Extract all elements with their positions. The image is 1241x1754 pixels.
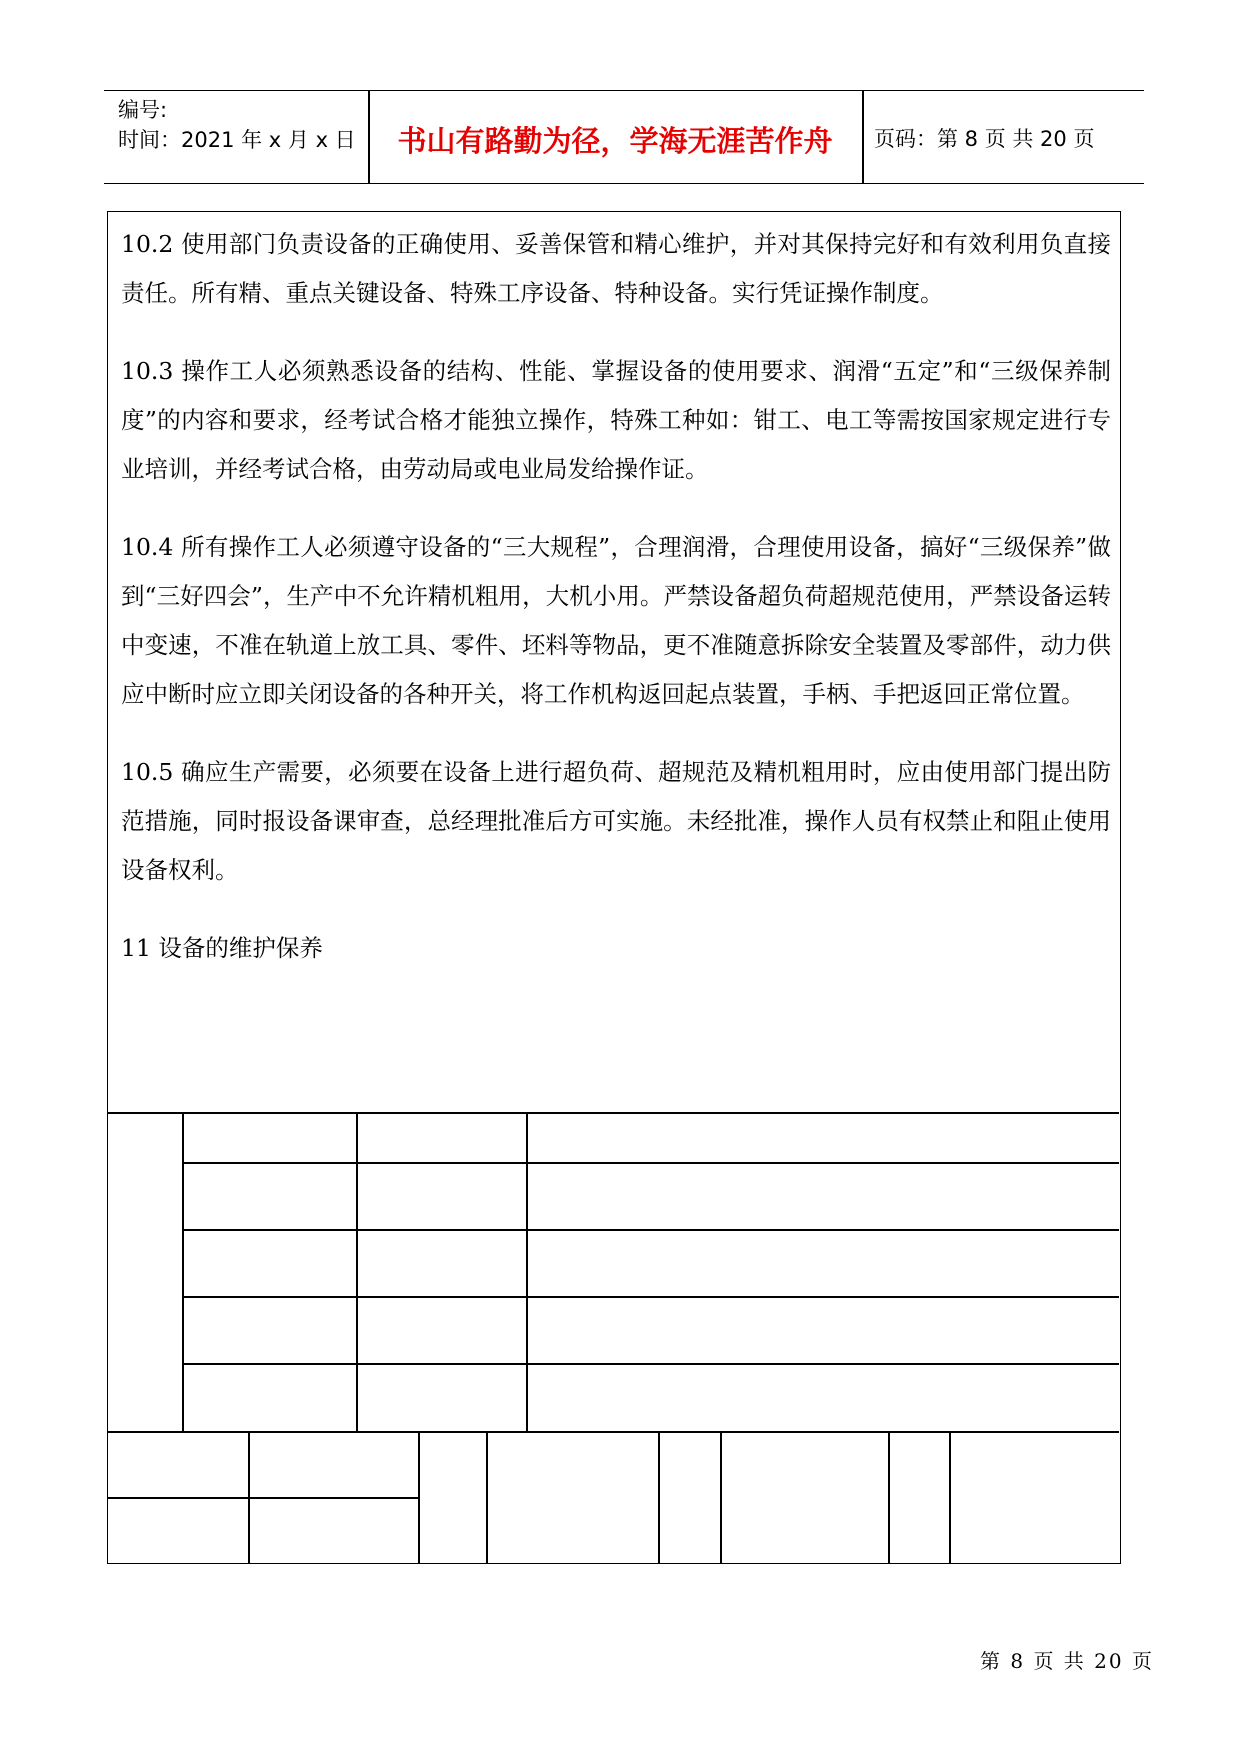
table-row-line bbox=[182, 1229, 1119, 1231]
section-11-heading: 11 设备的维护保养 bbox=[121, 934, 323, 962]
table-row-line bbox=[182, 1363, 1119, 1365]
table-col-line bbox=[888, 1431, 890, 1563]
table-col-line bbox=[486, 1431, 488, 1563]
number-label: 编号: bbox=[118, 98, 168, 122]
paragraph-10-2: 10.2 使用部门负责设备的正确使用、妥善保管和精心维护，并对其保持完好和有效利用负直接责任。所有精、重点关键设备、特殊工序设备、特种设备。实行凭证操作制度。 bbox=[121, 230, 1111, 307]
table-col-line bbox=[720, 1431, 722, 1563]
table-row-line bbox=[182, 1296, 1119, 1298]
paragraph-10-5: 10.5 确应生产需要，必须要在设备上进行超负荷、超规范及精机粗用时，应由使用部门提出防范措施，同时报设备课审查，总经理批准后方可实施。未经批准，操作人员有权禁止和阻止使用设备权利。 bbox=[121, 758, 1111, 884]
paragraph-10-4: 10.4 所有操作工人必须遵守设备的“三大规程”，合理润滑，合理使用设备，搞好“三级保养”做到“三好四会”，生产中不允许精机粗用，大机小用。严禁设备超负荷超规范使用，严禁设备运转中变速，不准在轨道上放工具、零件、坯料等物品，更不准随意拆除安全装置及零部件，动力供应中断时应立即关闭设备的各种开关，将工作机构返回起点装置，手柄、手把返回正常位置。 bbox=[121, 533, 1111, 708]
page-header bbox=[104, 90, 1144, 184]
time-label: 时间：2021 年 x 月 x 日 bbox=[118, 128, 356, 152]
table-col-line bbox=[356, 1112, 358, 1432]
header-divider-right bbox=[862, 91, 864, 183]
header-page-number: 页码：第 8 页 共 20 页 bbox=[874, 127, 1095, 151]
page-footer: 第 8 页 共 20 页 bbox=[980, 1649, 1154, 1673]
table-col-line bbox=[418, 1431, 420, 1563]
header-motto: 书山有路勤为径，学海无涯苦作舟 bbox=[397, 124, 833, 158]
document-frame bbox=[107, 211, 1121, 1564]
table-row-line bbox=[108, 1431, 1119, 1433]
table-row-line bbox=[108, 1497, 418, 1499]
table-col-line bbox=[526, 1112, 528, 1432]
table-top-border bbox=[108, 1112, 1119, 1114]
table-col-line bbox=[182, 1112, 184, 1432]
table-col-line bbox=[658, 1431, 660, 1563]
table-row-line bbox=[182, 1162, 1119, 1164]
paragraph-10-3: 10.3 操作工人必须熟悉设备的结构、性能、掌握设备的使用要求、润滑“五定”和“三级保养制度”的内容和要求，经考试合格才能独立操作，特殊工种如：钳工、电工等需按国家规定进行专业培训，并经考试合格，由劳动局或电业局发给操作证。 bbox=[121, 357, 1111, 483]
header-left bbox=[118, 95, 356, 155]
document-body bbox=[121, 220, 1111, 1002]
table-col-line bbox=[949, 1431, 951, 1563]
